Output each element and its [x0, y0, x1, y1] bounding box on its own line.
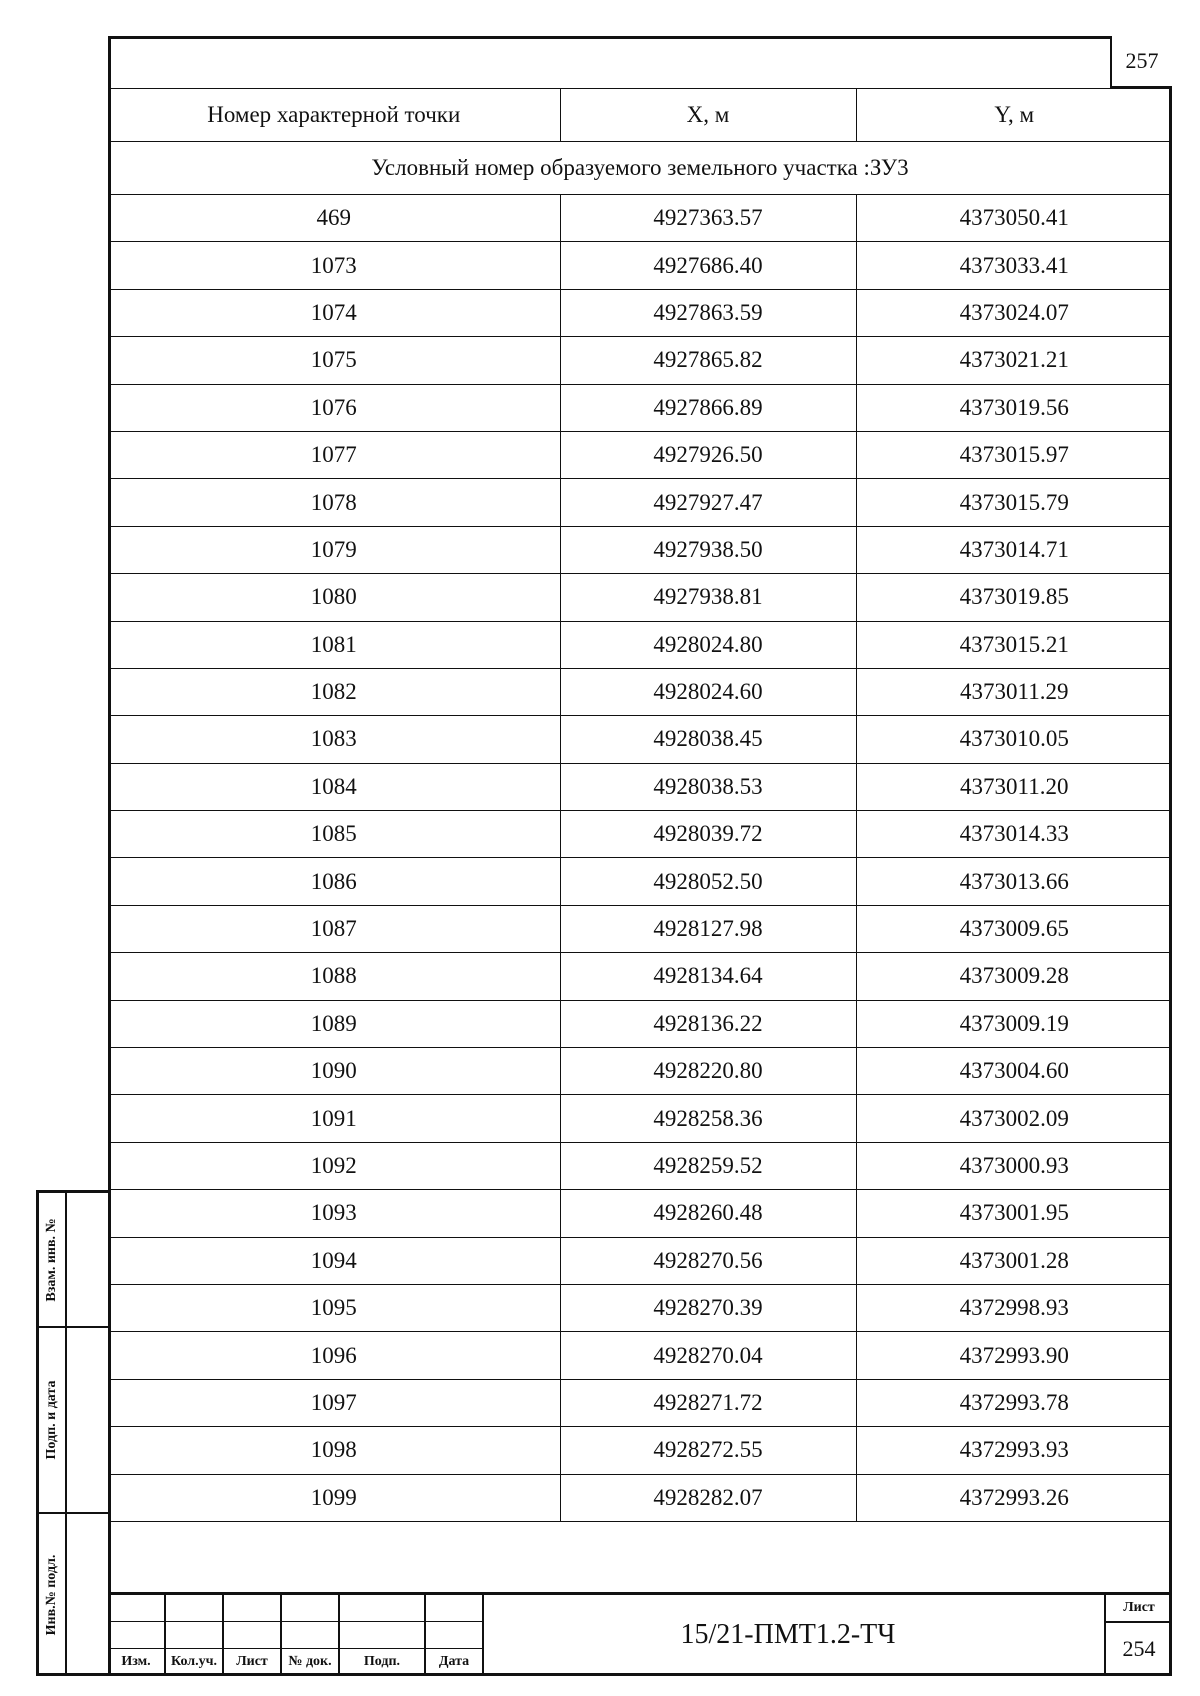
y-cell: 4373011.29: [856, 668, 1172, 715]
x-cell: 4928136.22: [560, 1000, 856, 1047]
x-cell: 4927866.89: [560, 384, 856, 431]
table-row: [108, 763, 1172, 810]
point-number-cell: 1094: [108, 1237, 560, 1284]
y-cell: 4373001.95: [856, 1190, 1172, 1237]
y-cell: 4373011.20: [856, 763, 1172, 810]
point-number-cell: 1083: [108, 716, 560, 763]
y-cell: 4373014.33: [856, 811, 1172, 858]
point-number-cell: 1099: [108, 1474, 560, 1521]
side-label-original-inventory: Инв.№ подл.: [44, 1554, 59, 1636]
side-stamp: [36, 1190, 108, 1676]
y-cell: 4373010.05: [856, 716, 1172, 763]
group-title-row: [108, 142, 1172, 195]
x-cell: 4928024.60: [560, 668, 856, 715]
y-cell: 4373033.41: [856, 242, 1172, 289]
y-cell: 4372993.26: [856, 1474, 1172, 1521]
point-number-cell: 1074: [108, 289, 560, 336]
table-row: [108, 858, 1172, 905]
table-header-row: [108, 89, 1172, 142]
table-row: [108, 1284, 1172, 1331]
x-cell: 4927686.40: [560, 242, 856, 289]
header-point-number: Номер характерной точки: [108, 89, 560, 142]
table-row: [108, 242, 1172, 289]
point-number-cell: 1073: [108, 242, 560, 289]
y-cell: 4373021.21: [856, 337, 1172, 384]
empty-row: [108, 1521, 1172, 1582]
table-row: [108, 1379, 1172, 1426]
y-cell: 4373009.28: [856, 953, 1172, 1000]
revision-column: [340, 1595, 426, 1676]
point-number-cell: 1098: [108, 1427, 560, 1474]
y-cell: 4372993.93: [856, 1427, 1172, 1474]
table-row: [108, 716, 1172, 763]
y-cell: 4372993.90: [856, 1332, 1172, 1379]
table-row: [108, 1142, 1172, 1189]
x-cell: 4928038.53: [560, 763, 856, 810]
table-row: [108, 621, 1172, 668]
x-cell: 4927865.82: [560, 337, 856, 384]
table-row: [108, 668, 1172, 715]
coordinates-table: [108, 88, 1172, 1582]
x-cell: 4927863.59: [560, 289, 856, 336]
revision-column: [166, 1595, 224, 1676]
y-cell: 4373050.41: [856, 195, 1172, 242]
point-number-cell: 1080: [108, 574, 560, 621]
x-cell: 4927927.47: [560, 479, 856, 526]
revision-column: [224, 1595, 282, 1676]
y-cell: 4373019.85: [856, 574, 1172, 621]
col-doc-no: № док.: [288, 1654, 332, 1669]
col-list: Лист: [236, 1654, 268, 1669]
point-number-cell: 1092: [108, 1142, 560, 1189]
table-row: [108, 195, 1172, 242]
y-cell: 4372993.78: [856, 1379, 1172, 1426]
x-cell: 4927363.57: [560, 195, 856, 242]
point-number-cell: 1085: [108, 811, 560, 858]
x-cell: 4928271.72: [560, 1379, 856, 1426]
table-row: [108, 811, 1172, 858]
x-cell: 4927938.81: [560, 574, 856, 621]
table-row: [108, 953, 1172, 1000]
point-number-cell: 1096: [108, 1332, 560, 1379]
point-number-cell: 1091: [108, 1095, 560, 1142]
document-code: 15/21-ПМТ1.2-ТЧ: [680, 1619, 896, 1650]
table-row: [108, 431, 1172, 478]
y-cell: 4373001.28: [856, 1237, 1172, 1284]
y-cell: 4373015.79: [856, 479, 1172, 526]
point-number-cell: 1075: [108, 337, 560, 384]
point-number-cell: 469: [108, 195, 560, 242]
x-cell: 4928270.04: [560, 1332, 856, 1379]
y-cell: 4373009.65: [856, 905, 1172, 952]
revision-column: [282, 1595, 340, 1676]
table-row: [108, 1000, 1172, 1047]
header-y: Y, м: [856, 89, 1172, 142]
table-row: [108, 479, 1172, 526]
y-cell: 4372998.93: [856, 1284, 1172, 1331]
y-cell: 4373000.93: [856, 1142, 1172, 1189]
table-row: [108, 289, 1172, 336]
y-cell: 4373015.21: [856, 621, 1172, 668]
point-number-cell: 1086: [108, 858, 560, 905]
point-number-cell: 1079: [108, 526, 560, 573]
revision-column: [426, 1595, 484, 1676]
table-row: [108, 1427, 1172, 1474]
x-cell: 4928270.56: [560, 1237, 856, 1284]
x-cell: 4927926.50: [560, 431, 856, 478]
point-number-cell: 1082: [108, 668, 560, 715]
point-number-cell: 1076: [108, 384, 560, 431]
side-cell-replacement: [39, 1193, 108, 1328]
page-number: 257: [1110, 36, 1172, 88]
y-cell: 4373019.56: [856, 384, 1172, 431]
title-block: [108, 1592, 1172, 1676]
point-number-cell: 1087: [108, 905, 560, 952]
revision-column: [108, 1595, 166, 1676]
y-cell: 4373014.71: [856, 526, 1172, 573]
point-number-cell: 1078: [108, 479, 560, 526]
point-number-cell: 1084: [108, 763, 560, 810]
table-row: [108, 337, 1172, 384]
table-row: [108, 574, 1172, 621]
point-number-cell: 1095: [108, 1284, 560, 1331]
y-cell: 4373024.07: [856, 289, 1172, 336]
x-cell: 4928127.98: [560, 905, 856, 952]
x-cell: 4928134.64: [560, 953, 856, 1000]
table-row: [108, 1332, 1172, 1379]
col-date: Дата: [438, 1654, 470, 1669]
table-row: [108, 1048, 1172, 1095]
y-cell: 4373013.66: [856, 858, 1172, 905]
table-row: [108, 526, 1172, 573]
y-cell: 4373009.19: [856, 1000, 1172, 1047]
side-label-replacement: Взам. инв. №: [44, 1217, 59, 1302]
table-row: [108, 1474, 1172, 1521]
x-cell: 4928039.72: [560, 811, 856, 858]
side-cell-signature-date: [39, 1328, 108, 1514]
col-izm: Изм.: [121, 1654, 151, 1669]
point-number-cell: 1097: [108, 1379, 560, 1426]
table-row: [108, 905, 1172, 952]
x-cell: 4928282.07: [560, 1474, 856, 1521]
x-cell: 4928024.80: [560, 621, 856, 668]
col-signature: Подп.: [363, 1654, 401, 1669]
col-kol-uch: Кол.уч.: [170, 1654, 218, 1669]
x-cell: 4928258.36: [560, 1095, 856, 1142]
sheet-label: Лист: [1106, 1595, 1172, 1623]
table-row: [108, 1237, 1172, 1284]
point-number-cell: 1081: [108, 621, 560, 668]
side-cell-original-inventory: [39, 1514, 108, 1676]
point-number-cell: 1088: [108, 953, 560, 1000]
point-number-cell: 1090: [108, 1048, 560, 1095]
point-number-cell: 1089: [108, 1000, 560, 1047]
x-cell: 4928270.39: [560, 1284, 856, 1331]
point-number-cell: 1093: [108, 1190, 560, 1237]
point-number-cell: 1077: [108, 431, 560, 478]
x-cell: 4928259.52: [560, 1142, 856, 1189]
y-cell: 4373002.09: [856, 1095, 1172, 1142]
x-cell: 4928260.48: [560, 1190, 856, 1237]
table-row: [108, 1095, 1172, 1142]
table-row: [108, 384, 1172, 431]
revision-grid: [108, 1595, 484, 1676]
y-cell: 4373004.60: [856, 1048, 1172, 1095]
group-title: Условный номер образуемого земельного участка :ЗУ3: [108, 142, 1172, 195]
x-cell: 4928220.80: [560, 1048, 856, 1095]
side-label-signature-date: Подп. и дата: [44, 1380, 59, 1460]
x-cell: 4928272.55: [560, 1427, 856, 1474]
x-cell: 4928052.50: [560, 858, 856, 905]
x-cell: 4928038.45: [560, 716, 856, 763]
x-cell: 4927938.50: [560, 526, 856, 573]
table-row: [108, 1190, 1172, 1237]
sheet-box: [1104, 1595, 1172, 1676]
y-cell: 4373015.97: [856, 431, 1172, 478]
sheet-number: 254: [1122, 1636, 1156, 1661]
header-x: X, м: [560, 89, 856, 142]
